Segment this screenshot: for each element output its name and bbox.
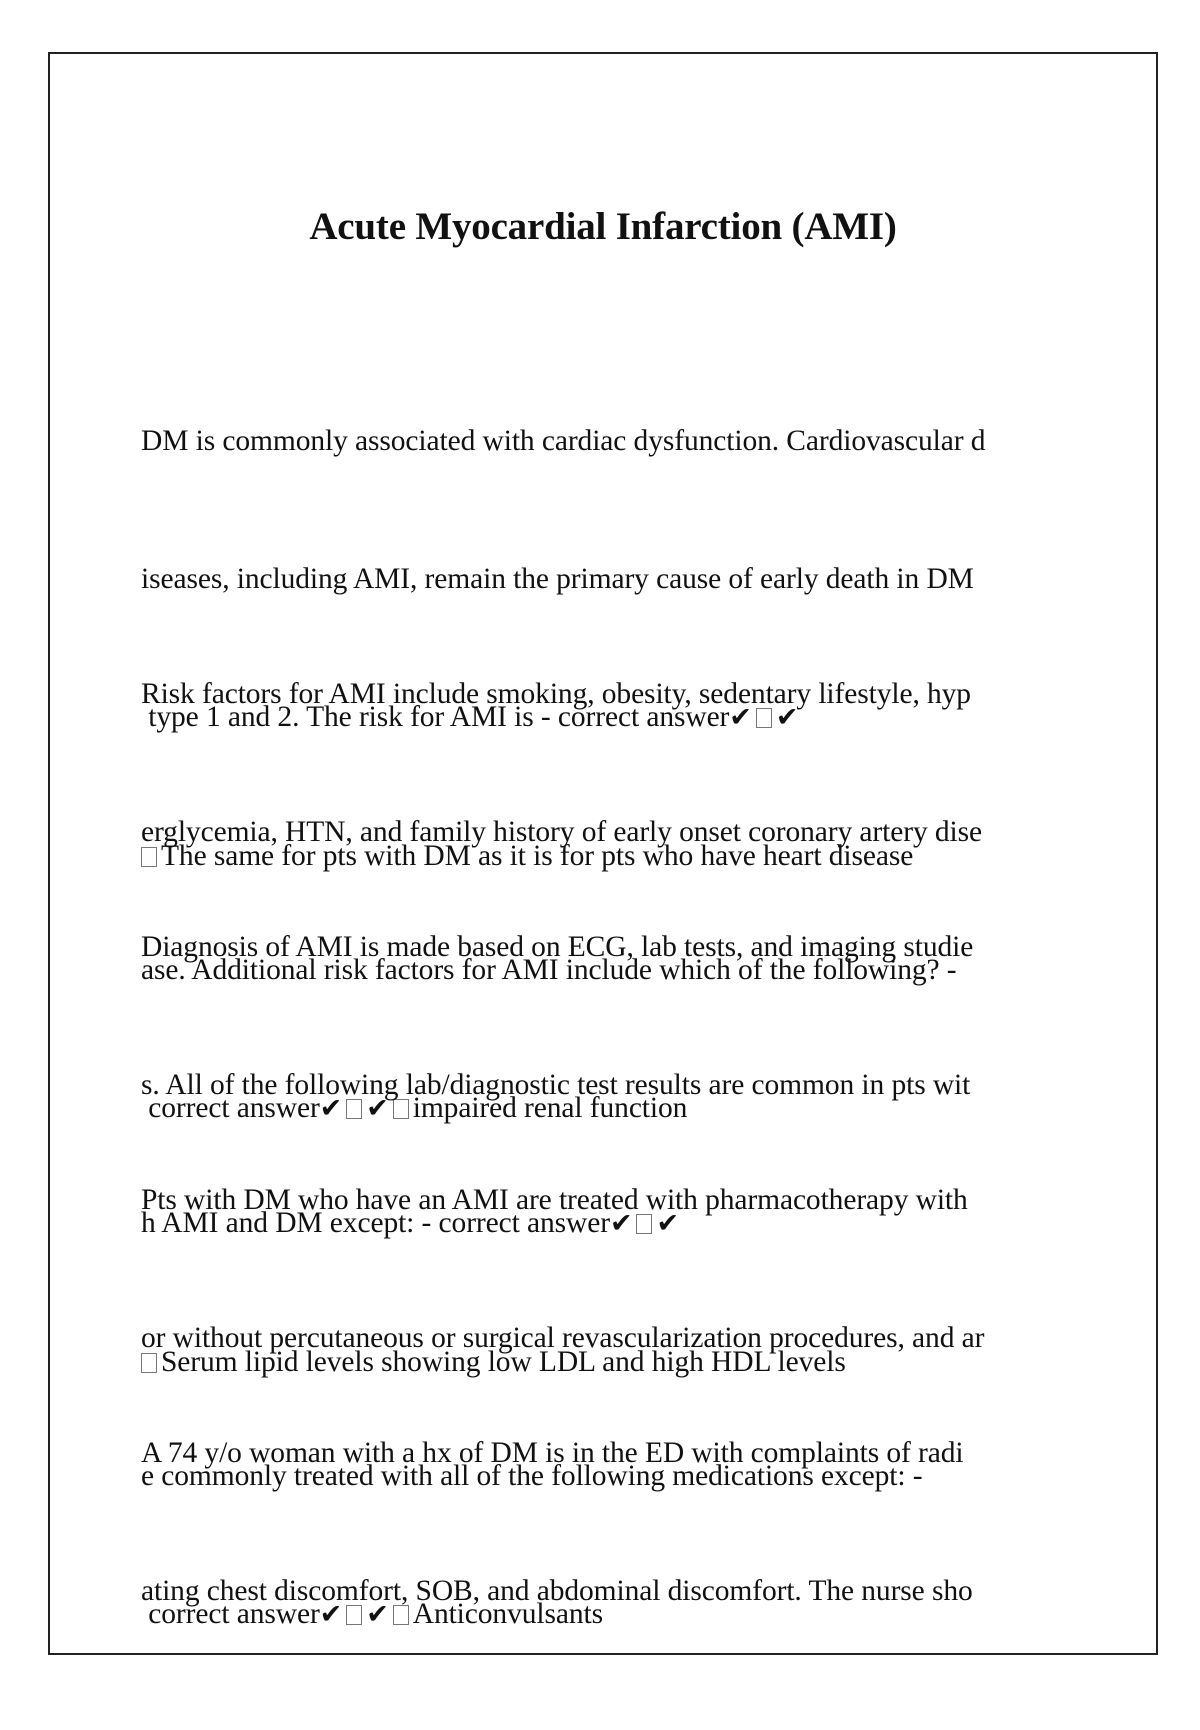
qa-item-4-line-1: Pts with DM who have an AMI are treated with pharmacotherapy with (141, 1184, 968, 1216)
document-title: Acute Myocardial Infarction (AMI) (309, 205, 897, 248)
qa-item-1-question-end: type 1 and 2. The risk for AMI is - correct answer (141, 701, 730, 733)
check-icon: ✔ (319, 1093, 343, 1124)
qa-item-2-line-1: Risk factors for AMI include smoking, obesity, sedentary lifestyle, hyp (141, 678, 971, 710)
qa-item-3-line-2: s. All of the following lab/diagnostic test results are common in pts wit (141, 1069, 971, 1101)
check-icon: ✔ (319, 1599, 343, 1630)
qa-item-4-answer: Anticonvulsants (412, 1598, 603, 1630)
qa-item-3-answer: Serum lipid levels showing low LDL and high HDL levels (161, 1346, 846, 1378)
qa-item-1-answer: The same for pts with DM as it is for pts who have heart disease (161, 840, 914, 872)
qa-item-3-question-end: h AMI and DM except: - correct answer (141, 1207, 610, 1239)
qa-item-4-line-2: or without percutaneous or surgical revascularization procedures, and ar (141, 1322, 985, 1354)
qa-item-1-line-2: iseases, including AMI, remain the primary cause of early death in DM (141, 563, 974, 595)
qa-item-3-line-1: Diagnosis of AMI is made based on ECG, lab tests, and imaging studie (141, 931, 974, 963)
qa-item-2-answer: impaired renal function (412, 1092, 688, 1124)
check-icon: ✔ (609, 1208, 633, 1239)
qa-item-4-correct-label: correct answer (141, 1598, 320, 1630)
qa-item-1-line-1: DM is commonly associated with cardiac dysfunction. Cardiovascular d (141, 425, 986, 457)
check-icon: ✔ (366, 1599, 389, 1630)
check-icon: ✔ (366, 1093, 389, 1124)
qa-item-5 (141, 1338, 1071, 1706)
qa-item-2-line-2: erglycemia, HTN, and family history of early onset coronary artery dise (141, 816, 983, 848)
qa-item-2-line-3: ase. Additional risk factors for AMI include which of the following? - (141, 954, 957, 986)
check-icon: ✔ (656, 1208, 680, 1239)
check-icon: ✔ (775, 702, 799, 733)
page-frame (48, 52, 1158, 1655)
qa-item-4-line-3: e commonly treated with all of the following medications except: - (141, 1460, 923, 1492)
qa-item-2-correct-label: correct answer (141, 1092, 320, 1124)
qa-item-5-line-2: ating chest discomfort, SOB, and abdominal discomfort. The nurse sho (141, 1575, 973, 1607)
check-icon: ✔ (729, 702, 752, 733)
qa-item-5-line-1: A 74 y/o woman with a hx of DM is in the ED with complaints of radi (141, 1437, 964, 1469)
